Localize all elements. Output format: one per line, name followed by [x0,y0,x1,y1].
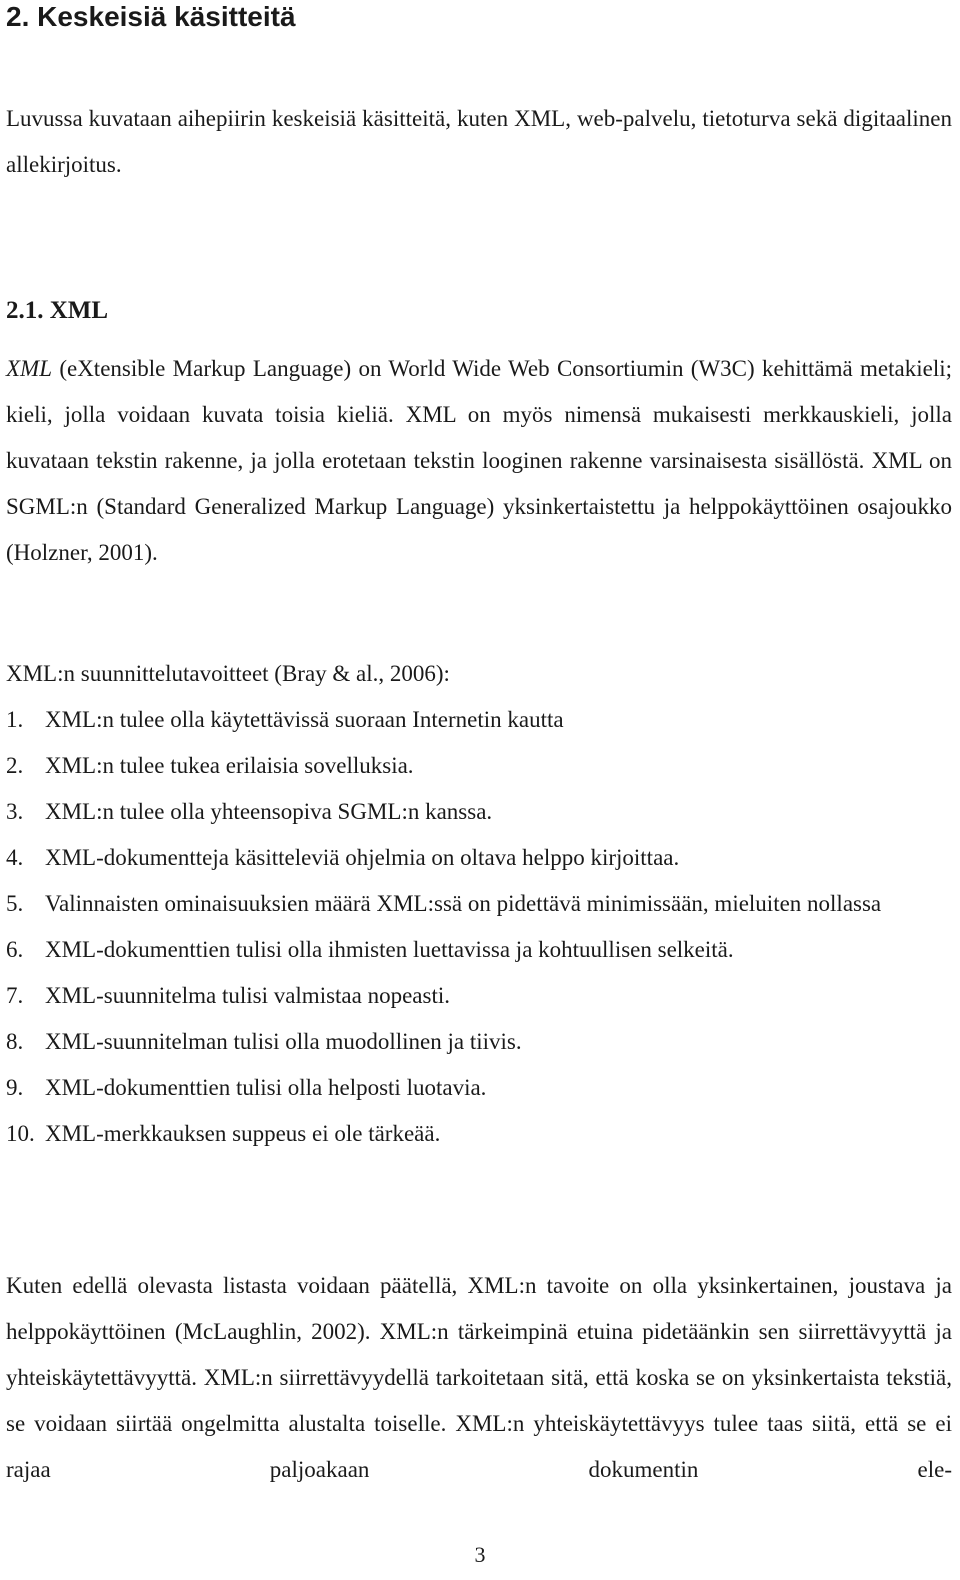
list-item-number: 7. [6,983,24,1008]
list-item [6,835,952,881]
list-item-text: XML-dokumenttien tulisi olla ihmisten luettavissa ja kohtuullisen selkeitä. [45,937,734,962]
list-item-number: 10. [6,1121,35,1146]
list-item-number: 6. [6,937,24,962]
list-item-text: XML-suunnitelman tulisi olla muodollinen ja tiivis. [45,1029,522,1054]
list-item-text: XML-dokumentteja käsitteleviä ohjelmia on oltava helppo kirjoittaa. [45,845,680,870]
list-item-number: 8. [6,1029,24,1054]
xml-definition-paragraph [6,346,952,576]
list-item [6,881,952,927]
list-item [6,789,952,835]
list-item [6,1065,952,1111]
list-item [6,1019,952,1065]
chapter-title: 2. Keskeisiä käsitteitä [6,1,296,32]
list-item-number: 3. [6,799,24,824]
xml-definition-text: (eXtensible Markup Language) on World Wide Web Consortiumin (W3C) kehittämä metakieli; kieli, jolla voidaan kuvata toisia kieliä. XML on myös nimensä mukaisesti merkkauskieli, jolla kuvataan tekstin rakenne, ja jolla erotetaan tekstin looginen rakenne varsinaisesta sisällöstä. XML on SGML:n (Standard Generalized Markup Language) yksinkertaistettu ja helppokäyttöinen osajoukko (Holzner, 2001). [6,356,952,565]
list-item-text: XML:n tulee tukea erilaisia sovelluksia. [45,753,414,778]
list-item-text: XML-suunnitelma tulisi valmistaa nopeasti. [45,983,450,1008]
chapter-intro-paragraph: Luvussa kuvataan aihepiirin keskeisiä käsitteitä, kuten XML, web-palvelu, tietoturva sekä digitaalinen allekirjoitus. [6,106,952,177]
list-item-number: 5. [6,891,24,916]
list-item-text: Valinnaisten ominaisuuksien määrä XML:ssä on pidettävä minimissään, mieluiten nollassa [45,891,882,916]
xml-term: XML [6,356,52,381]
design-goals-list [6,697,952,1157]
list-item-text: XML-dokumenttien tulisi olla helposti luotavia. [45,1075,487,1100]
list-item-text: XML-merkkauksen suppeus ei ole tärkeää. [45,1121,441,1146]
list-item-number: 2. [6,753,24,778]
design-goals-lead: XML:n suunnittelutavoitteet (Bray & al., 2006): [6,661,450,686]
conclusion-paragraph: Kuten edellä olevasta listasta voidaan päätellä, XML:n tavoite on olla yksinkertainen, joustava ja helppokäyttöinen (McLaughlin, 2002). XML:n tärkeimpinä etuina pidetäänkin sen siirrettävyyttä ja yhteiskäytettävyyttä. XML:n siirrettävyydellä tarkoitetaan sitä, että koska se on yksinkertaista tekstiä, se voidaan siirtää ongelmitta alustalta toiselle. XML:n yhteiskäytettävyys tulee taas siitä, että se ei rajaa paljoakaan dokumentin ele- [6,1273,952,1482]
list-item-number: 1. [6,707,24,732]
list-item [6,927,952,973]
list-item [6,1111,952,1157]
list-item [6,743,952,789]
list-item-number: 4. [6,845,24,870]
page-number: 3 [474,1542,486,1567]
list-item [6,697,952,743]
list-item-text: XML:n tulee olla käytettävissä suoraan Internetin kautta [45,707,564,732]
section-title: 2.1. XML [6,297,109,324]
list-item-text: XML:n tulee olla yhteensopiva SGML:n kanssa. [45,799,493,824]
list-item-number: 9. [6,1075,24,1100]
list-item [6,973,952,1019]
